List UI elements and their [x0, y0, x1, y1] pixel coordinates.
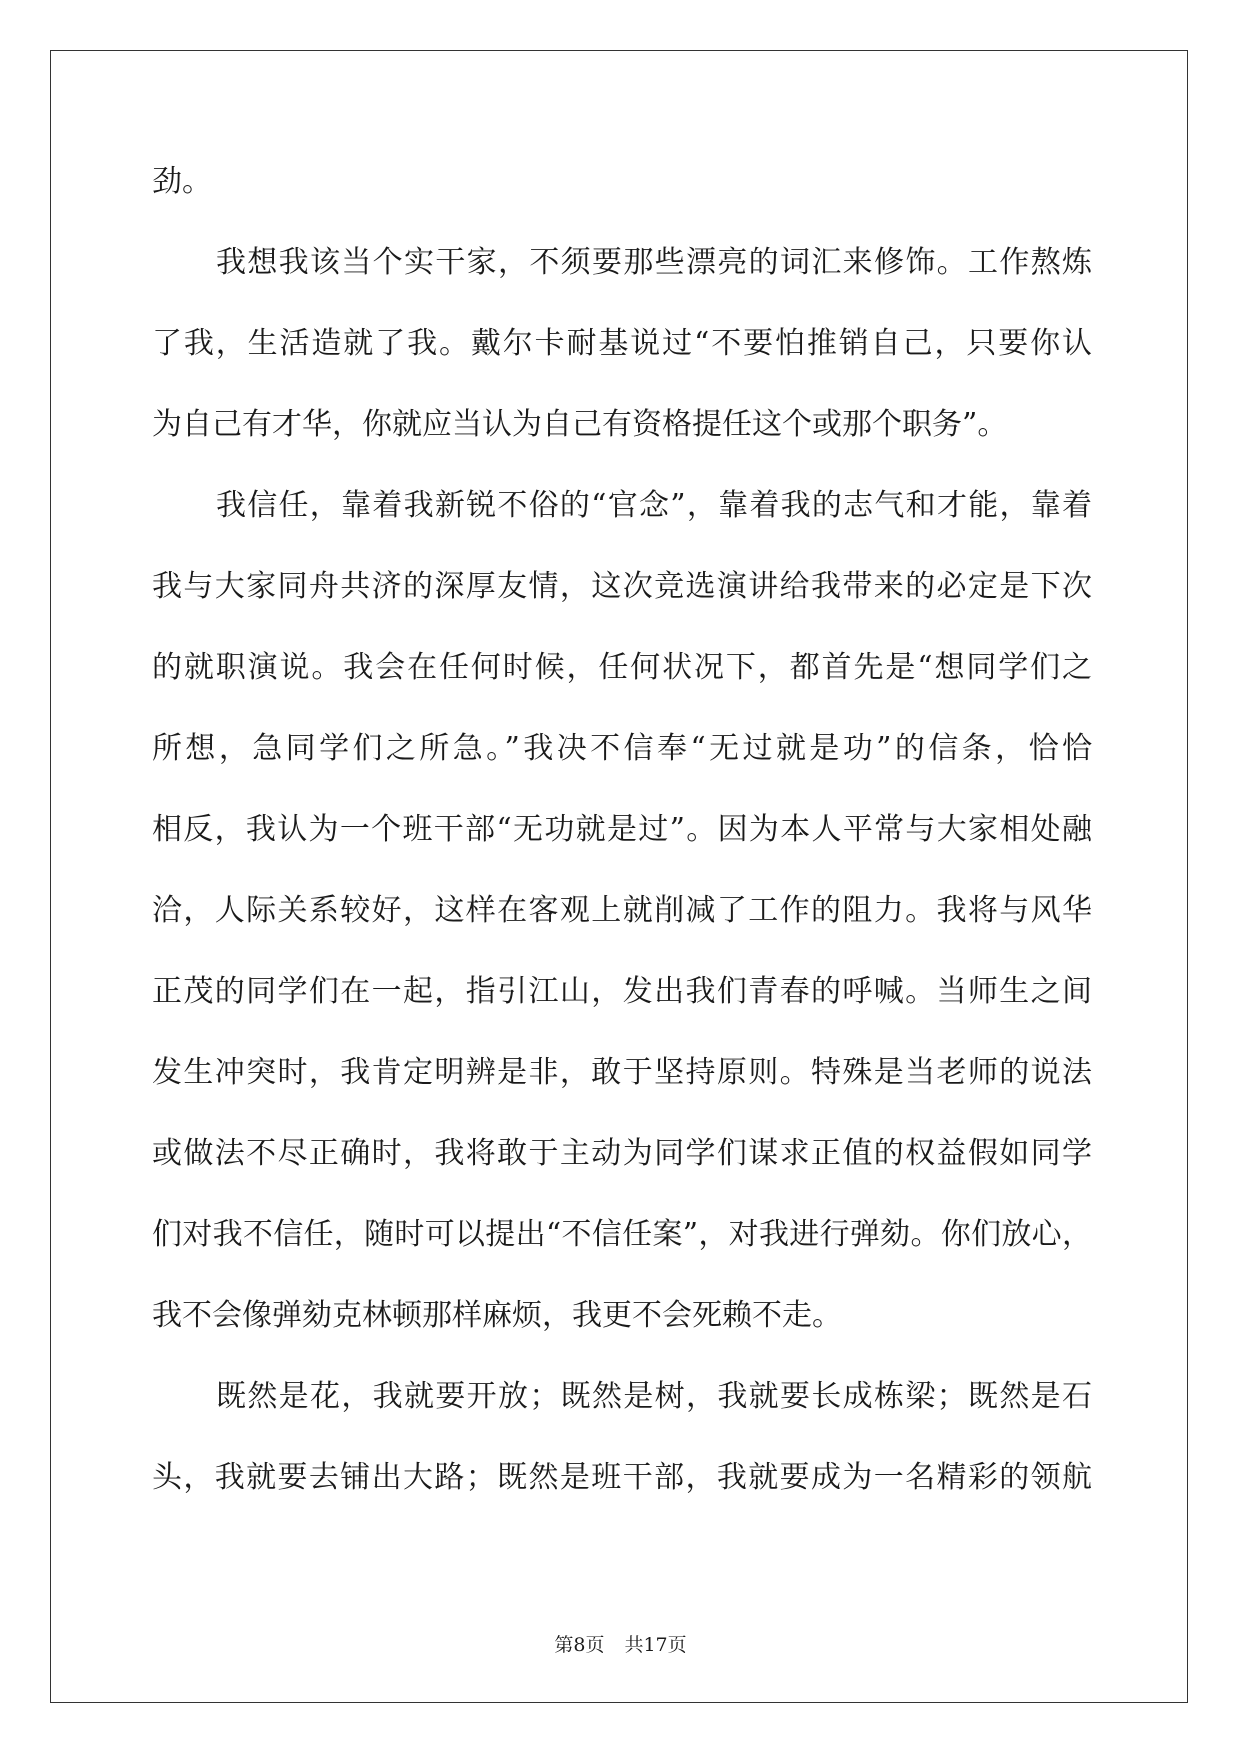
page-footer	[0, 1633, 1241, 1657]
text-line: 我想我该当个实干家，不须要那些漂亮的词汇来修饰。工作熬炼	[216, 245, 1092, 280]
text-line: 洽，人际关系较好，这样在客观上就削减了工作的阻力。我将与风华	[152, 893, 1092, 928]
text-line: 既然是花，我就要开放；既然是树，我就要长成栋梁；既然是石	[216, 1379, 1092, 1414]
text-line: 为自己有才华，你就应当认为自己有资格提任这个或那个职务”。	[152, 407, 1008, 442]
text-line: 我信任，靠着我新锐不俗的“官念”，靠着我的志气和才能，靠着	[216, 488, 1092, 523]
text-line: 相反，我认为一个班干部“无功就是过”。因为本人平常与大家相处融	[152, 812, 1092, 847]
text-line: 头，我就要去铺出大路；既然是班干部，我就要成为一名精彩的领航	[152, 1460, 1092, 1495]
text-line: 发生冲突时，我肯定明辨是非，敢于坚持原则。特殊是当老师的说法	[152, 1055, 1092, 1090]
text-line: 的就职演说。我会在任何时候，任何状况下，都首先是“想同学们之	[152, 650, 1092, 685]
text-line: 了我，生活造就了我。戴尔卡耐基说过“不要怕推销自己，只要你认	[152, 326, 1092, 361]
text-line: 我与大家同舟共济的深厚友情，这次竞选演讲给我带来的必定是下次	[152, 569, 1092, 604]
text-line: 我不会像弹劾克林顿那样麻烦，我更不会死赖不走。	[152, 1298, 842, 1333]
text-line: 劲。	[152, 164, 212, 199]
text-line: 正茂的同学们在一起，指引江山，发出我们青春的呼喊。当师生之间	[152, 974, 1092, 1009]
text-line: 或做法不尽正确时，我将敢于主动为同学们谋求正值的权益假如同学	[152, 1136, 1092, 1171]
text-line: 所想，急同学们之所急。”我决不信奉“无过就是功”的信条，恰恰	[152, 731, 1092, 766]
text-line: 们对我不信任，随时可以提出“不信任案”，对我进行弹劾。你们放心，	[152, 1217, 1092, 1252]
document-body	[152, 162, 1092, 1539]
page-total: 共17页	[624, 1634, 687, 1656]
page-number: 第8页	[554, 1634, 605, 1656]
